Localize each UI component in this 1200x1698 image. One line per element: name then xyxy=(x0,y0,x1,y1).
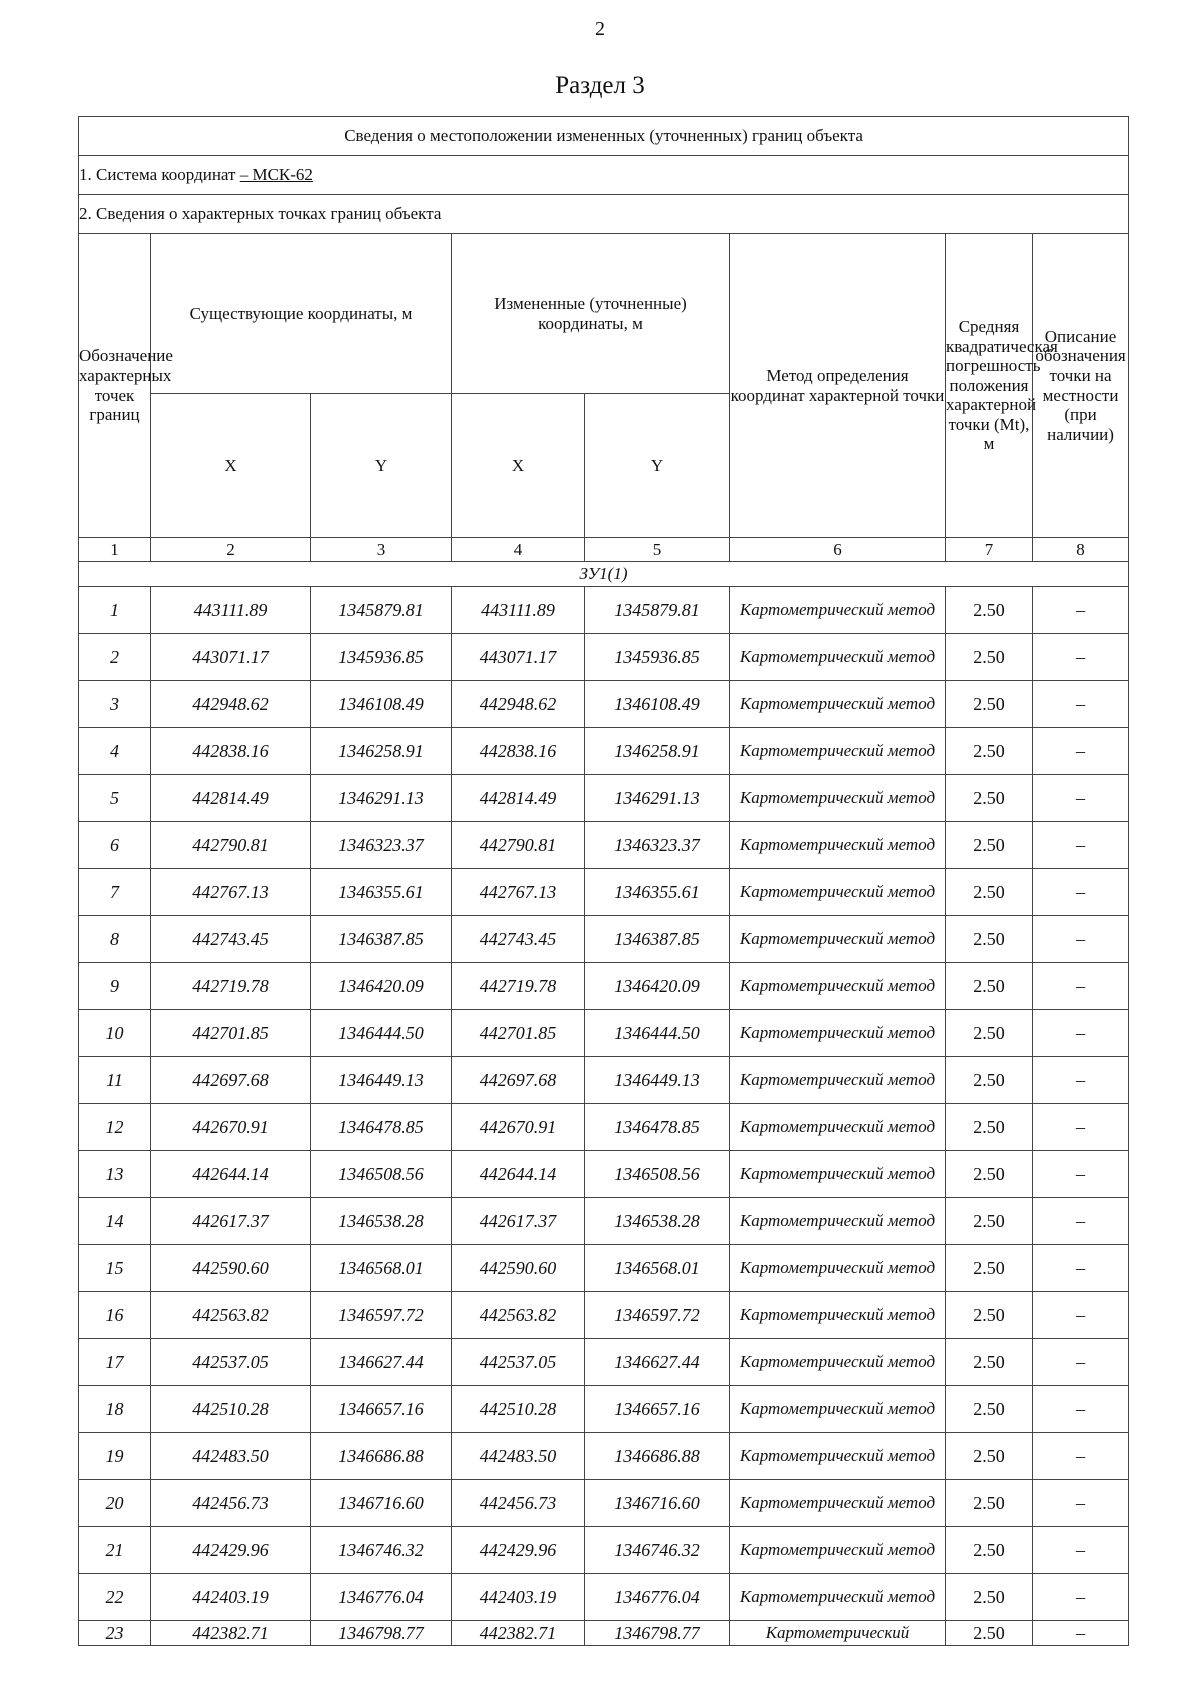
method-cell: Картометрический метод xyxy=(730,822,946,869)
description-cell: – xyxy=(1033,1621,1129,1646)
existing-y-cell: 1345936.85 xyxy=(311,634,452,681)
point-number-cell: 17 xyxy=(79,1339,151,1386)
table-row xyxy=(79,728,1129,775)
existing-x-cell: 442697.68 xyxy=(151,1057,311,1104)
header-changed-coordinates: Измененные (уточненные) координаты, м xyxy=(452,234,730,394)
changed-y-cell: 1346478.85 xyxy=(585,1104,730,1151)
error-value-cell: 2.50 xyxy=(946,869,1033,916)
point-number-cell: 22 xyxy=(79,1574,151,1621)
changed-y-cell: 1345936.85 xyxy=(585,634,730,681)
point-number-cell: 10 xyxy=(79,1010,151,1057)
method-cell: Картометрический метод xyxy=(730,1386,946,1433)
table-row xyxy=(79,1292,1129,1339)
existing-x-cell: 442790.81 xyxy=(151,822,311,869)
changed-x-cell: 442483.50 xyxy=(452,1433,585,1480)
point-number-cell: 21 xyxy=(79,1527,151,1574)
changed-y-cell: 1346420.09 xyxy=(585,963,730,1010)
header-method: Метод определения координат характерной точки xyxy=(730,234,946,538)
point-number-cell: 6 xyxy=(79,822,151,869)
page-number: 2 xyxy=(595,18,605,40)
changed-y-cell: 1346323.37 xyxy=(585,822,730,869)
table-row xyxy=(79,1198,1129,1245)
changed-x-cell: 442537.05 xyxy=(452,1339,585,1386)
existing-x-cell: 442743.45 xyxy=(151,916,311,963)
existing-y-cell: 1346291.13 xyxy=(311,775,452,822)
method-cell: Картометрический метод xyxy=(730,1057,946,1104)
existing-y-cell: 1346355.61 xyxy=(311,869,452,916)
changed-y-cell: 1346108.49 xyxy=(585,681,730,728)
method-cell: Картометрический метод xyxy=(730,1151,946,1198)
error-value-cell: 2.50 xyxy=(946,1433,1033,1480)
changed-y-cell: 1346387.85 xyxy=(585,916,730,963)
error-value-cell: 2.50 xyxy=(946,775,1033,822)
table-row xyxy=(79,963,1129,1010)
existing-x-cell: 442617.37 xyxy=(151,1198,311,1245)
point-number-cell: 8 xyxy=(79,916,151,963)
existing-x-cell: 442670.91 xyxy=(151,1104,311,1151)
changed-x-cell: 442743.45 xyxy=(452,916,585,963)
existing-x-cell: 442701.85 xyxy=(151,1010,311,1057)
existing-x-cell: 443071.17 xyxy=(151,634,311,681)
changed-x-cell: 442563.82 xyxy=(452,1292,585,1339)
existing-x-cell: 442537.05 xyxy=(151,1339,311,1386)
method-cell: Картометрический метод xyxy=(730,634,946,681)
table-row xyxy=(79,1527,1129,1574)
existing-y-cell: 1346449.13 xyxy=(311,1057,452,1104)
changed-y-cell: 1346716.60 xyxy=(585,1480,730,1527)
error-value-cell: 2.50 xyxy=(946,1104,1033,1151)
table-row xyxy=(79,1339,1129,1386)
existing-y-cell: 1346387.85 xyxy=(311,916,452,963)
method-cell: Картометрический метод xyxy=(730,1010,946,1057)
method-cell: Картометрический xyxy=(730,1621,946,1646)
existing-x-cell: 442429.96 xyxy=(151,1527,311,1574)
description-cell: – xyxy=(1033,1292,1129,1339)
changed-x-cell: 442510.28 xyxy=(452,1386,585,1433)
changed-x-cell: 443111.89 xyxy=(452,587,585,634)
existing-y-cell: 1346108.49 xyxy=(311,681,452,728)
description-cell: – xyxy=(1033,916,1129,963)
description-cell: – xyxy=(1033,1386,1129,1433)
changed-y-cell: 1346508.56 xyxy=(585,1151,730,1198)
error-value-cell: 2.50 xyxy=(946,963,1033,1010)
column-number: 7 xyxy=(946,538,1033,562)
description-cell: – xyxy=(1033,1245,1129,1292)
description-cell: – xyxy=(1033,775,1129,822)
changed-y-cell: 1346444.50 xyxy=(585,1010,730,1057)
section-title: Раздел 3 xyxy=(555,72,645,99)
existing-x-cell: 442510.28 xyxy=(151,1386,311,1433)
changed-x-cell: 442670.91 xyxy=(452,1104,585,1151)
changed-x-cell: 442429.96 xyxy=(452,1527,585,1574)
table-row xyxy=(79,1245,1129,1292)
boundary-points-table xyxy=(78,116,1129,1646)
table-row xyxy=(79,1057,1129,1104)
error-value-cell: 2.50 xyxy=(946,1386,1033,1433)
method-cell: Картометрический метод xyxy=(730,587,946,634)
changed-x-cell: 442948.62 xyxy=(452,681,585,728)
error-value-cell: 2.50 xyxy=(946,728,1033,775)
existing-x-cell: 442767.13 xyxy=(151,869,311,916)
error-value-cell: 2.50 xyxy=(946,1151,1033,1198)
changed-x-cell: 442838.16 xyxy=(452,728,585,775)
error-value-cell: 2.50 xyxy=(946,587,1033,634)
column-number: 3 xyxy=(311,538,452,562)
existing-y-cell: 1346258.91 xyxy=(311,728,452,775)
existing-y-cell: 1346657.16 xyxy=(311,1386,452,1433)
existing-y-cell: 1346508.56 xyxy=(311,1151,452,1198)
table-row xyxy=(79,587,1129,634)
existing-x-cell: 442719.78 xyxy=(151,963,311,1010)
existing-x-cell: 442403.19 xyxy=(151,1574,311,1621)
description-cell: – xyxy=(1033,728,1129,775)
point-number-cell: 20 xyxy=(79,1480,151,1527)
header-existing-coordinates: Существующие координаты, м xyxy=(151,234,452,394)
changed-x-cell: 442701.85 xyxy=(452,1010,585,1057)
existing-y-cell: 1346538.28 xyxy=(311,1198,452,1245)
table-row xyxy=(79,1104,1129,1151)
description-cell: – xyxy=(1033,634,1129,681)
changed-x-cell: 442814.49 xyxy=(452,775,585,822)
existing-y-cell: 1346478.85 xyxy=(311,1104,452,1151)
existing-y-cell: 1346627.44 xyxy=(311,1339,452,1386)
column-number: 1 xyxy=(79,538,151,562)
error-value-cell: 2.50 xyxy=(946,1339,1033,1386)
description-cell: – xyxy=(1033,1339,1129,1386)
description-cell: – xyxy=(1033,587,1129,634)
method-cell: Картометрический метод xyxy=(730,1198,946,1245)
point-number-cell: 7 xyxy=(79,869,151,916)
point-number-cell: 9 xyxy=(79,963,151,1010)
method-cell: Картометрический метод xyxy=(730,869,946,916)
changed-x-cell: 442697.68 xyxy=(452,1057,585,1104)
header-point-description: Описание обозначения точки на местности (при наличии) xyxy=(1033,234,1129,538)
changed-y-cell: 1346627.44 xyxy=(585,1339,730,1386)
changed-x-cell: 442590.60 xyxy=(452,1245,585,1292)
description-cell: – xyxy=(1033,681,1129,728)
error-value-cell: 2.50 xyxy=(946,1198,1033,1245)
description-cell: – xyxy=(1033,1527,1129,1574)
point-number-cell: 4 xyxy=(79,728,151,775)
error-value-cell: 2.50 xyxy=(946,1480,1033,1527)
method-cell: Картометрический метод xyxy=(730,775,946,822)
changed-y-cell: 1346538.28 xyxy=(585,1198,730,1245)
points-heading: 2. Сведения о характерных точках границ объекта xyxy=(79,195,1129,234)
changed-y-cell: 1346798.77 xyxy=(585,1621,730,1646)
description-cell: – xyxy=(1033,1010,1129,1057)
point-number-cell: 5 xyxy=(79,775,151,822)
changed-x-cell: 442644.14 xyxy=(452,1151,585,1198)
changed-y-cell: 1346568.01 xyxy=(585,1245,730,1292)
table-row xyxy=(79,1010,1129,1057)
existing-y-cell: 1346776.04 xyxy=(311,1574,452,1621)
changed-y-cell: 1345879.81 xyxy=(585,587,730,634)
method-cell: Картометрический метод xyxy=(730,1433,946,1480)
description-cell: – xyxy=(1033,1480,1129,1527)
existing-x-cell: 442483.50 xyxy=(151,1433,311,1480)
method-cell: Картометрический метод xyxy=(730,963,946,1010)
description-cell: – xyxy=(1033,1198,1129,1245)
error-value-cell: 2.50 xyxy=(946,1010,1033,1057)
changed-y-cell: 1346597.72 xyxy=(585,1292,730,1339)
method-cell: Картометрический метод xyxy=(730,1574,946,1621)
coordinate-system-value: – МСК-62 xyxy=(239,165,313,185)
coordinate-system-label: 1. Система координат xyxy=(79,165,240,185)
existing-y-cell: 1345879.81 xyxy=(311,587,452,634)
method-cell: Картометрический метод xyxy=(730,916,946,963)
existing-y-cell: 1346323.37 xyxy=(311,822,452,869)
method-cell: Картометрический метод xyxy=(730,1245,946,1292)
method-cell: Картометрический метод xyxy=(730,1339,946,1386)
changed-y-cell: 1346686.88 xyxy=(585,1433,730,1480)
column-number: 8 xyxy=(1033,538,1129,562)
error-value-cell: 2.50 xyxy=(946,1245,1033,1292)
error-value-cell: 2.50 xyxy=(946,1292,1033,1339)
existing-x-cell: 442814.49 xyxy=(151,775,311,822)
point-number-cell: 18 xyxy=(79,1386,151,1433)
existing-x-cell: 442644.14 xyxy=(151,1151,311,1198)
point-number-cell: 14 xyxy=(79,1198,151,1245)
description-cell: – xyxy=(1033,1574,1129,1621)
changed-x-cell: 442767.13 xyxy=(452,869,585,916)
existing-x-cell: 442590.60 xyxy=(151,1245,311,1292)
changed-y-cell: 1346291.13 xyxy=(585,775,730,822)
existing-y-cell: 1346716.60 xyxy=(311,1480,452,1527)
header-existing-x: X xyxy=(151,394,311,538)
point-number-cell: 16 xyxy=(79,1292,151,1339)
column-number: 2 xyxy=(151,538,311,562)
table-row xyxy=(79,822,1129,869)
existing-y-cell: 1346568.01 xyxy=(311,1245,452,1292)
column-number: 6 xyxy=(730,538,946,562)
changed-x-cell: 442403.19 xyxy=(452,1574,585,1621)
error-value-cell: 2.50 xyxy=(946,1527,1033,1574)
point-number-cell: 19 xyxy=(79,1433,151,1480)
error-value-cell: 2.50 xyxy=(946,822,1033,869)
existing-y-cell: 1346686.88 xyxy=(311,1433,452,1480)
table-title: Сведения о местоположении измененных (уточненных) границ объекта xyxy=(79,117,1129,156)
existing-x-cell: 442563.82 xyxy=(151,1292,311,1339)
changed-y-cell: 1346449.13 xyxy=(585,1057,730,1104)
description-cell: – xyxy=(1033,1057,1129,1104)
coordinate-system-line xyxy=(79,156,1129,195)
description-cell: – xyxy=(1033,869,1129,916)
changed-x-cell: 443071.17 xyxy=(452,634,585,681)
error-value-cell: 2.50 xyxy=(946,1574,1033,1621)
point-number-cell: 3 xyxy=(79,681,151,728)
table-row xyxy=(79,1433,1129,1480)
table-row xyxy=(79,775,1129,822)
description-cell: – xyxy=(1033,1433,1129,1480)
method-cell: Картометрический метод xyxy=(730,1480,946,1527)
description-cell: – xyxy=(1033,963,1129,1010)
table-row xyxy=(79,869,1129,916)
point-number-cell: 23 xyxy=(79,1621,151,1646)
changed-x-cell: 442719.78 xyxy=(452,963,585,1010)
existing-y-cell: 1346746.32 xyxy=(311,1527,452,1574)
table-row xyxy=(79,1386,1129,1433)
error-value-cell: 2.50 xyxy=(946,916,1033,963)
parcel-group-label: ЗУ1(1) xyxy=(79,562,1129,587)
column-number: 5 xyxy=(585,538,730,562)
table-row xyxy=(79,1574,1129,1621)
description-cell: – xyxy=(1033,1104,1129,1151)
error-value-cell: 2.50 xyxy=(946,1057,1033,1104)
existing-y-cell: 1346597.72 xyxy=(311,1292,452,1339)
header-existing-y: Y xyxy=(311,394,452,538)
method-cell: Картометрический метод xyxy=(730,1292,946,1339)
method-cell: Картометрический метод xyxy=(730,1104,946,1151)
changed-x-cell: 442456.73 xyxy=(452,1480,585,1527)
table-row xyxy=(79,634,1129,681)
header-mean-square-error: Средняя квадратическая погрешность положения характерной точки (Mt), м xyxy=(946,234,1033,538)
header-changed-y: Y xyxy=(585,394,730,538)
changed-y-cell: 1346746.32 xyxy=(585,1527,730,1574)
table-row xyxy=(79,1621,1129,1646)
existing-x-cell: 442456.73 xyxy=(151,1480,311,1527)
existing-y-cell: 1346798.77 xyxy=(311,1621,452,1646)
method-cell: Картометрический метод xyxy=(730,728,946,775)
header-designation: Обозначение характерных точек границ xyxy=(79,234,151,538)
error-value-cell: 2.50 xyxy=(946,1621,1033,1646)
existing-y-cell: 1346420.09 xyxy=(311,963,452,1010)
point-number-cell: 15 xyxy=(79,1245,151,1292)
table-row xyxy=(79,916,1129,963)
existing-x-cell: 442382.71 xyxy=(151,1621,311,1646)
point-number-cell: 13 xyxy=(79,1151,151,1198)
changed-x-cell: 442617.37 xyxy=(452,1198,585,1245)
method-cell: Картометрический метод xyxy=(730,1527,946,1574)
error-value-cell: 2.50 xyxy=(946,634,1033,681)
error-value-cell: 2.50 xyxy=(946,681,1033,728)
existing-x-cell: 443111.89 xyxy=(151,587,311,634)
method-cell: Картометрический метод xyxy=(730,681,946,728)
changed-x-cell: 442382.71 xyxy=(452,1621,585,1646)
point-number-cell: 2 xyxy=(79,634,151,681)
point-number-cell: 1 xyxy=(79,587,151,634)
table-row xyxy=(79,1151,1129,1198)
point-number-cell: 12 xyxy=(79,1104,151,1151)
changed-y-cell: 1346258.91 xyxy=(585,728,730,775)
changed-y-cell: 1346657.16 xyxy=(585,1386,730,1433)
header-changed-x: X xyxy=(452,394,585,538)
existing-x-cell: 442948.62 xyxy=(151,681,311,728)
existing-y-cell: 1346444.50 xyxy=(311,1010,452,1057)
existing-x-cell: 442838.16 xyxy=(151,728,311,775)
changed-x-cell: 442790.81 xyxy=(452,822,585,869)
changed-y-cell: 1346355.61 xyxy=(585,869,730,916)
description-cell: – xyxy=(1033,822,1129,869)
column-number: 4 xyxy=(452,538,585,562)
description-cell: – xyxy=(1033,1151,1129,1198)
table-row xyxy=(79,1480,1129,1527)
table-row xyxy=(79,681,1129,728)
point-number-cell: 11 xyxy=(79,1057,151,1104)
changed-y-cell: 1346776.04 xyxy=(585,1574,730,1621)
